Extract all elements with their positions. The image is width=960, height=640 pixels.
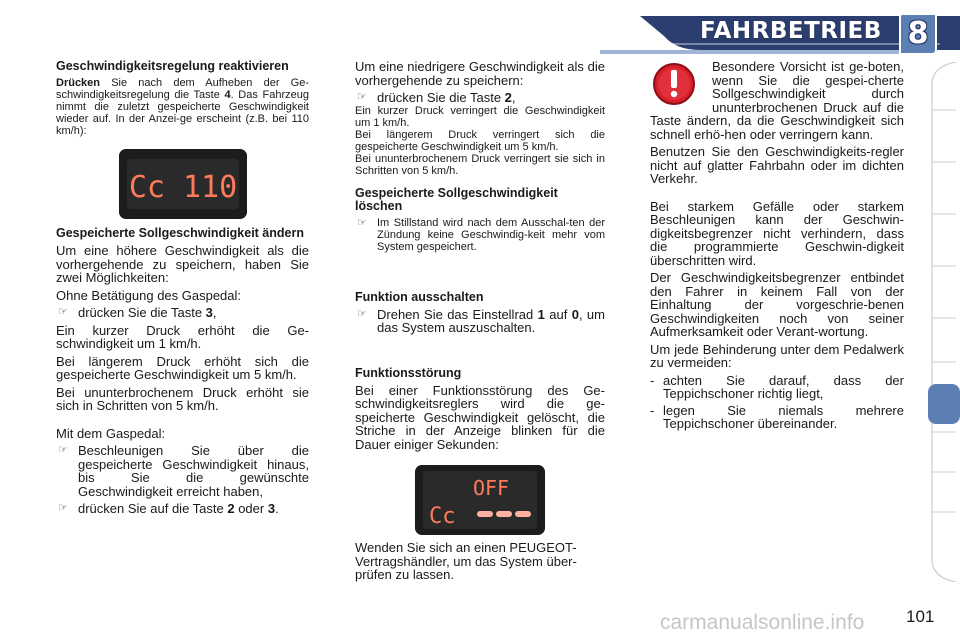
- paragraph-malfunction: Bei einer Funktionsstörung des Ge-schwindigkeitsreglers wird die ge-speicherte Geschwindigkeit gelöscht, die Striche in der Anzeige blinken für die Dauer einiger Sekunden:: [355, 382, 605, 452]
- pointing-hand-icon: ☞: [357, 307, 367, 320]
- paragraph-caution: Besondere Vorsicht ist ge-boten, wenn Sie die gespei-cherte Sollgeschwindigkeit durch ununterbrochenen Druck auf die Taste ändern, da die Geschwindigkeit sich schnell erhö-hen oder verringern kann.: [650, 59, 904, 142]
- paragraph-long-press: Bei längerem Druck erhöht sich die gespeicherte Geschwindigkeit um 5 km/h.: [56, 353, 309, 382]
- column-left: [56, 60, 309, 520]
- column-middle: [355, 60, 605, 586]
- paragraph-long-press-lower: Bei längerem Druck verringert sich die gespeicherte Geschwindigkeit um 5 km/h.: [355, 128, 605, 153]
- paragraph-slippery-road: Benutzen Sie den Geschwindigkeits-regler nicht auf glatter Fahrbahn oder im dichten Verkehr.: [650, 144, 904, 186]
- bullet-standstill: ☞ Im Stillstand wird nach dem Ausschal-ten der Zündung keine Geschwindig-keit mehr vom System gespeichert.: [357, 216, 605, 253]
- pointing-hand-icon: ☞: [58, 502, 68, 514]
- heading-delete-speed: Gespeicherte Sollgeschwindigkeit löschen: [355, 185, 558, 213]
- pointing-hand-icon: ☞: [58, 444, 68, 456]
- bullet-press-key2-or-3: ☞ drücken Sie auf die Taste 2 oder 3.: [58, 501, 279, 516]
- paragraph-contact-dealer: Wenden Sie sich an einen PEUGEOT-Vertragshändler, um das System über-prüfen zu lassen.: [355, 540, 577, 582]
- chapter-number: 8: [907, 16, 929, 51]
- bullet-turn-wheel: ☞ Drehen Sie das Einstellrad 1 auf 0, um das System auszuschalten.: [357, 306, 605, 335]
- warning-box: [650, 60, 706, 108]
- page-number: 101: [906, 607, 935, 626]
- heading-reactivate: Geschwindigkeitsregelung reaktivieren: [56, 59, 289, 73]
- paragraph-driver-responsibility: Der Geschwindigkeitsbegrenzer entbindet den Fahrer in keinem Fall von der Einhaltung der vorgeschrie-benen Geschwindigkeiten noch von seiner Aufmerksamkeit oder Verant-wortung.: [650, 270, 904, 339]
- paragraph-without-pedal: Ohne Betätigung des Gaspedal:: [56, 287, 242, 303]
- paragraph-short-press: Ein kurzer Druck erhöht die Ge-schwindigkeit um 1 km/h.: [56, 322, 309, 351]
- speed-display-off: [415, 465, 545, 535]
- heading-change-speed: Gespeicherte Sollgeschwindigkeit ändern: [56, 226, 304, 240]
- column-right: [650, 60, 904, 434]
- bullet-press-key3: ☞ drücken Sie die Taste 3,: [58, 305, 217, 320]
- pointing-hand-icon: ☞: [357, 216, 367, 229]
- paragraph-continuous-press: Bei ununterbrochenem Druck erhöht sie sich in Schritten von 5 km/h.: [56, 384, 309, 413]
- paragraph-change-intro: Um eine höhere Geschwindigkeit als die vorhergehende zu speichern, haben Sie zwei Möglichkeiten:: [56, 243, 309, 285]
- paragraph-steep-descent: Bei starkem Gefälle oder starkem Beschleunigen kann der Geschwin-digkeitsbegrenzer nicht verhindern, dass die programmierte Geschwin-digkeit überschritten wird.: [650, 198, 904, 268]
- chapter-title: FAHRBETRIEB: [700, 18, 882, 44]
- paragraph-pedal-obstruction: Um jede Behinderung unter dem Pedalwerk zu vermeiden:: [650, 341, 904, 370]
- svg-text:Cc: Cc: [429, 504, 456, 529]
- svg-text:OFF: OFF: [472, 476, 510, 500]
- paragraph-short-press-lower: Ein kurzer Druck verringert die Geschwindigkeit um 1 km/h.: [355, 104, 605, 129]
- heading-malfunction: Funktionsstörung: [355, 365, 462, 380]
- exclamation-warning-icon: [650, 60, 698, 108]
- bullet-accelerate: ☞ Beschleunigen Sie über die gespeicherte Geschwindigkeit hinaus, bis Sie die gewünschte Geschwindigkeit erreicht haben,: [58, 443, 309, 499]
- svg-text:Cc 110: Cc 110: [128, 170, 237, 205]
- pointing-hand-icon: ☞: [357, 91, 367, 103]
- chapter-tabs[interactable]: [926, 62, 960, 582]
- paragraph-reactivate: Drücken Sie nach dem Aufheben der Ge-schwindigkeitsregelung die Taste 4. Das Fahrzeug nimmt die zuletzt gespeicherte Geschwindigkeit wieder auf. In der Anzei-ge erscheint (z.B. bei 110 km/h):: [56, 77, 309, 137]
- paragraph-with-pedal: Mit dem Gaspedal:: [56, 425, 166, 441]
- paragraph-continuous-lower: Bei ununterbrochenem Druck verringert sie sich in Schritten von 5 km/h.: [355, 152, 605, 177]
- heading-switch-off: Funktion ausschalten: [355, 289, 484, 304]
- watermark: carmanualsonline.info: [660, 611, 865, 634]
- paragraph-lower-speed: Um eine niedrigere Geschwindigkeit als die vorhergehende zu speichern:: [355, 59, 605, 88]
- speed-display-cc110: [119, 149, 247, 219]
- dash-item-no-stacking: - legen Sie niemals mehrere Teppichschoner übereinander.: [650, 402, 904, 431]
- bullet-press-key2: ☞ drücken Sie die Taste 2,: [357, 90, 516, 105]
- dash-item-mat-position: - achten Sie darauf, dass der Teppichschoner richtig liegt,: [650, 372, 904, 401]
- pointing-hand-icon: ☞: [58, 306, 68, 318]
